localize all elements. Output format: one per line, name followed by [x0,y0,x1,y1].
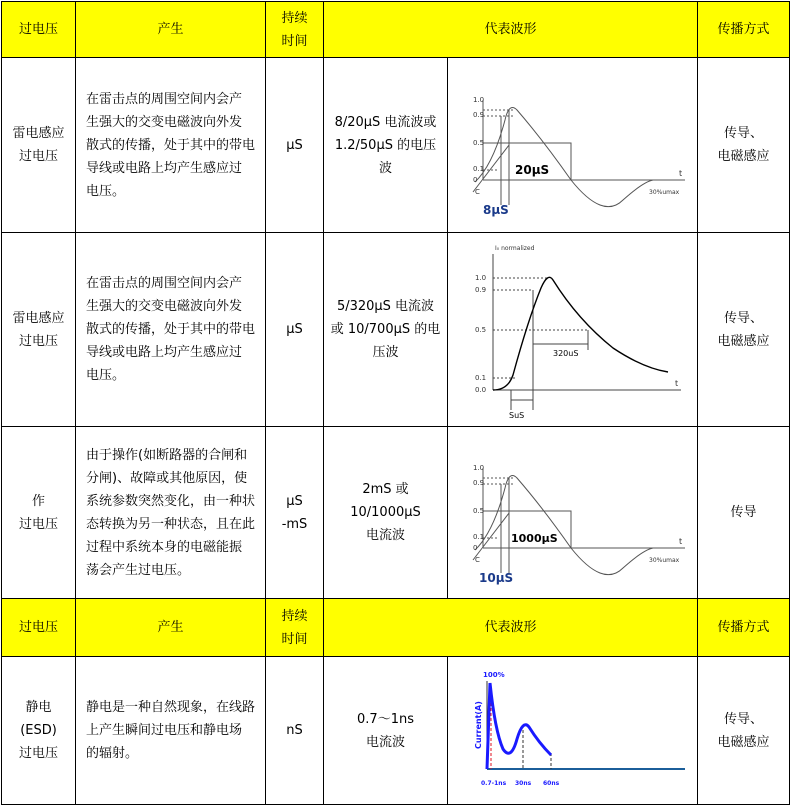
row-waveform-figure [448,427,698,599]
row-description: 静电是一种自然现象，在线路 上产生瞬间过电压和静电场 的辐射。 [76,657,266,805]
waveform-chart-8-20 [453,70,693,220]
peak-label: 100% [482,670,505,679]
row-propagation: 传导 [698,427,790,599]
row-propagation: 传导、 电磁感应 [698,58,790,233]
header-overvoltage: 过电压 [2,2,76,58]
header-origin: 产生 [76,2,266,58]
tick-label: 0 [472,176,477,184]
row-name: 作 过电压 [2,427,76,599]
tick-label: 0.1 [472,532,484,541]
header-waveform: 代表波形 [324,2,698,58]
x-axis-label: t [674,378,678,388]
table-row [2,657,790,805]
row-name: 静电 (ESD) 过电压 [2,657,76,805]
row-propagation: 传导、 电磁感应 [698,657,790,805]
point-label: C [474,555,480,564]
header-duration: 持续 时间 [266,599,324,657]
front-time-label: 8μS [482,203,509,217]
tail-time-label: 20μS [514,163,549,177]
row-waveform-figure [448,58,698,233]
tick-label: 0.1 [472,165,484,173]
row-propagation: 传导、 电磁感应 [698,233,790,427]
table-row [2,233,790,427]
header-waveform: 代表波形 [324,599,698,657]
annotation: 30%umax [648,189,679,196]
row-waveform-figure [448,233,698,427]
overvoltage-table [1,1,790,805]
row-wave-text: 5/320μS 电流波 或 10/700μS 的电 压波 [324,233,448,427]
tick-label: 0.5 [472,506,484,515]
tick-label: 0 [472,543,477,552]
header-propagation: 传播方式 [698,2,790,58]
tick-label: 0.7-1ns [480,779,506,787]
row-description: 在雷击点的周围空间内会产 生强大的交变电磁波向外发 散式的传播，处于其中的带电 导线或电路上均产生感应过 电压。 [76,58,266,233]
annotation: 30%umax [648,556,679,564]
front-time-label: 10μS [478,570,513,585]
tick-label: 1.0 [474,273,486,282]
header-overvoltage: 过电压 [2,599,76,657]
tail-time-label: 1000μS [510,531,558,545]
row-wave-text: 2mS 或 10/1000μS 电流波 [324,427,448,599]
row-waveform-figure [448,657,698,805]
esd-current-curve [487,683,551,769]
header-propagation: 传播方式 [698,599,790,657]
row-name: 雷电感应 过电压 [2,58,76,233]
x-axis-label: t [678,536,682,546]
row-duration: μS [266,58,324,233]
row-duration: μS -mS [266,427,324,599]
tick-label: 30ns [514,779,531,787]
row-duration: μS [266,233,324,427]
row-name: 雷电感应 过电压 [2,233,76,427]
header-row [2,2,790,58]
tick-label: 1.0 [472,96,484,104]
y-axis-label: I₀ normalized [494,244,534,252]
table-row [2,427,790,599]
y-axis-label: Current(A) [473,700,483,749]
waveform-chart-esd [453,661,693,801]
tick-label: 0.9 [472,111,484,119]
tail-time-label: 320uS [552,348,578,358]
tick-label: 0.0 [474,385,486,394]
row-duration: nS [266,657,324,805]
header-row [2,599,790,657]
table-row [2,58,790,233]
tick-label: 0.1 [474,373,486,382]
tick-label: 0.5 [474,325,486,334]
tick-label: 0.9 [474,285,486,294]
tick-label: 1.0 [472,463,484,472]
row-description: 由于操作(如断路器的合闸和 分闸)、故障或其他原因，使 系统参数突然变化，由一种状 态转换为另一种状态，且在此 过程中系统本身的电磁能振 荡会产生过电压。 [76,427,266,599]
front-time-label: SuS [508,410,524,420]
waveform-chart-10-1000 [453,438,693,588]
row-wave-text: 8/20μS 电流波或 1.2/50μS 的电压 波 [324,58,448,233]
tick-label: 0.5 [472,139,484,147]
header-duration: 持续 时间 [266,2,324,58]
header-origin: 产生 [76,599,266,657]
row-wave-text: 0.7～1ns 电流波 [324,657,448,805]
waveform-chart-5-320 [453,240,693,420]
x-axis-label: t [678,169,682,178]
row-description: 在雷击点的周围空间内会产 生强大的交变电磁波向外发 散式的传播，处于其中的带电 导线或电路上均产生感应过 电压。 [76,233,266,427]
tick-label: 0.9 [472,478,484,487]
point-label: C [474,188,480,196]
tick-label: 60ns [542,779,559,787]
